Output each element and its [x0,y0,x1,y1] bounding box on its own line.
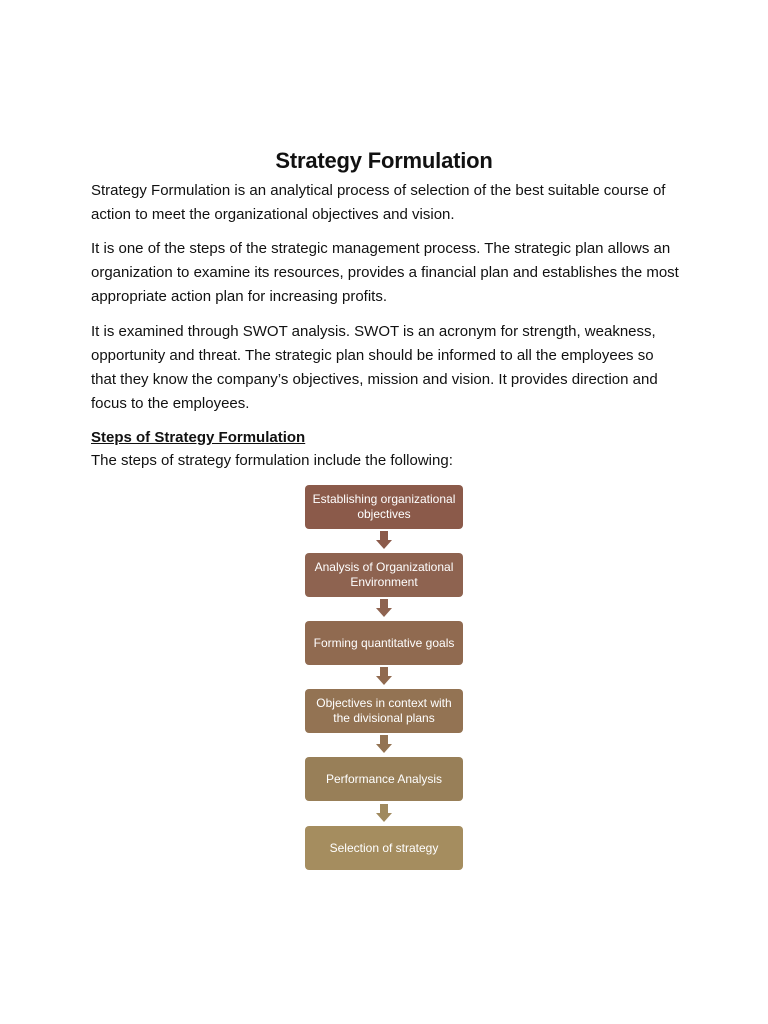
flow-step-establishing-objectives: Establishing organizational objectives [305,485,463,529]
section-heading: Steps of Strategy Formulation [91,429,306,446]
down-arrow-icon [376,531,392,549]
flow-step-selection-of-strategy: Selection of strategy [305,826,463,870]
paragraph-strategic-plan: It is one of the steps of the strategic management process. The strategic plan allows an organization to examine its resources, provides a financial plan and establishes the most appropriate action plan for increasing profits. [91,240,679,305]
down-arrow-icon [376,804,392,822]
paragraph-definition: Strategy Formulation is an analytical process of selection of the best suitable course of action to meet the organizational objectives and vision. [91,182,666,223]
flow-step-quantitative-goals: Forming quantitative goals [305,621,463,665]
flow-step-environment-analysis: Analysis of Organizational Environment [305,553,463,597]
paragraph-swot: It is examined through SWOT analysis. SWOT is an acronym for strength, weakness, opportunity and threat. The strategic plan should be informed to all the employees so that they know the company’s objectives, mission and vision. It provides direction and focus to the employees. [91,323,658,412]
section-intro: The steps of strategy formulation include the following: [91,452,453,469]
page-title: Strategy Formulation [275,148,493,173]
down-arrow-icon [376,599,392,617]
flow-step-performance-analysis: Performance Analysis [305,757,463,801]
down-arrow-icon [376,735,392,753]
down-arrow-icon [376,667,392,685]
flow-step-divisional-plans: Objectives in context with the divisional plans [305,689,463,733]
